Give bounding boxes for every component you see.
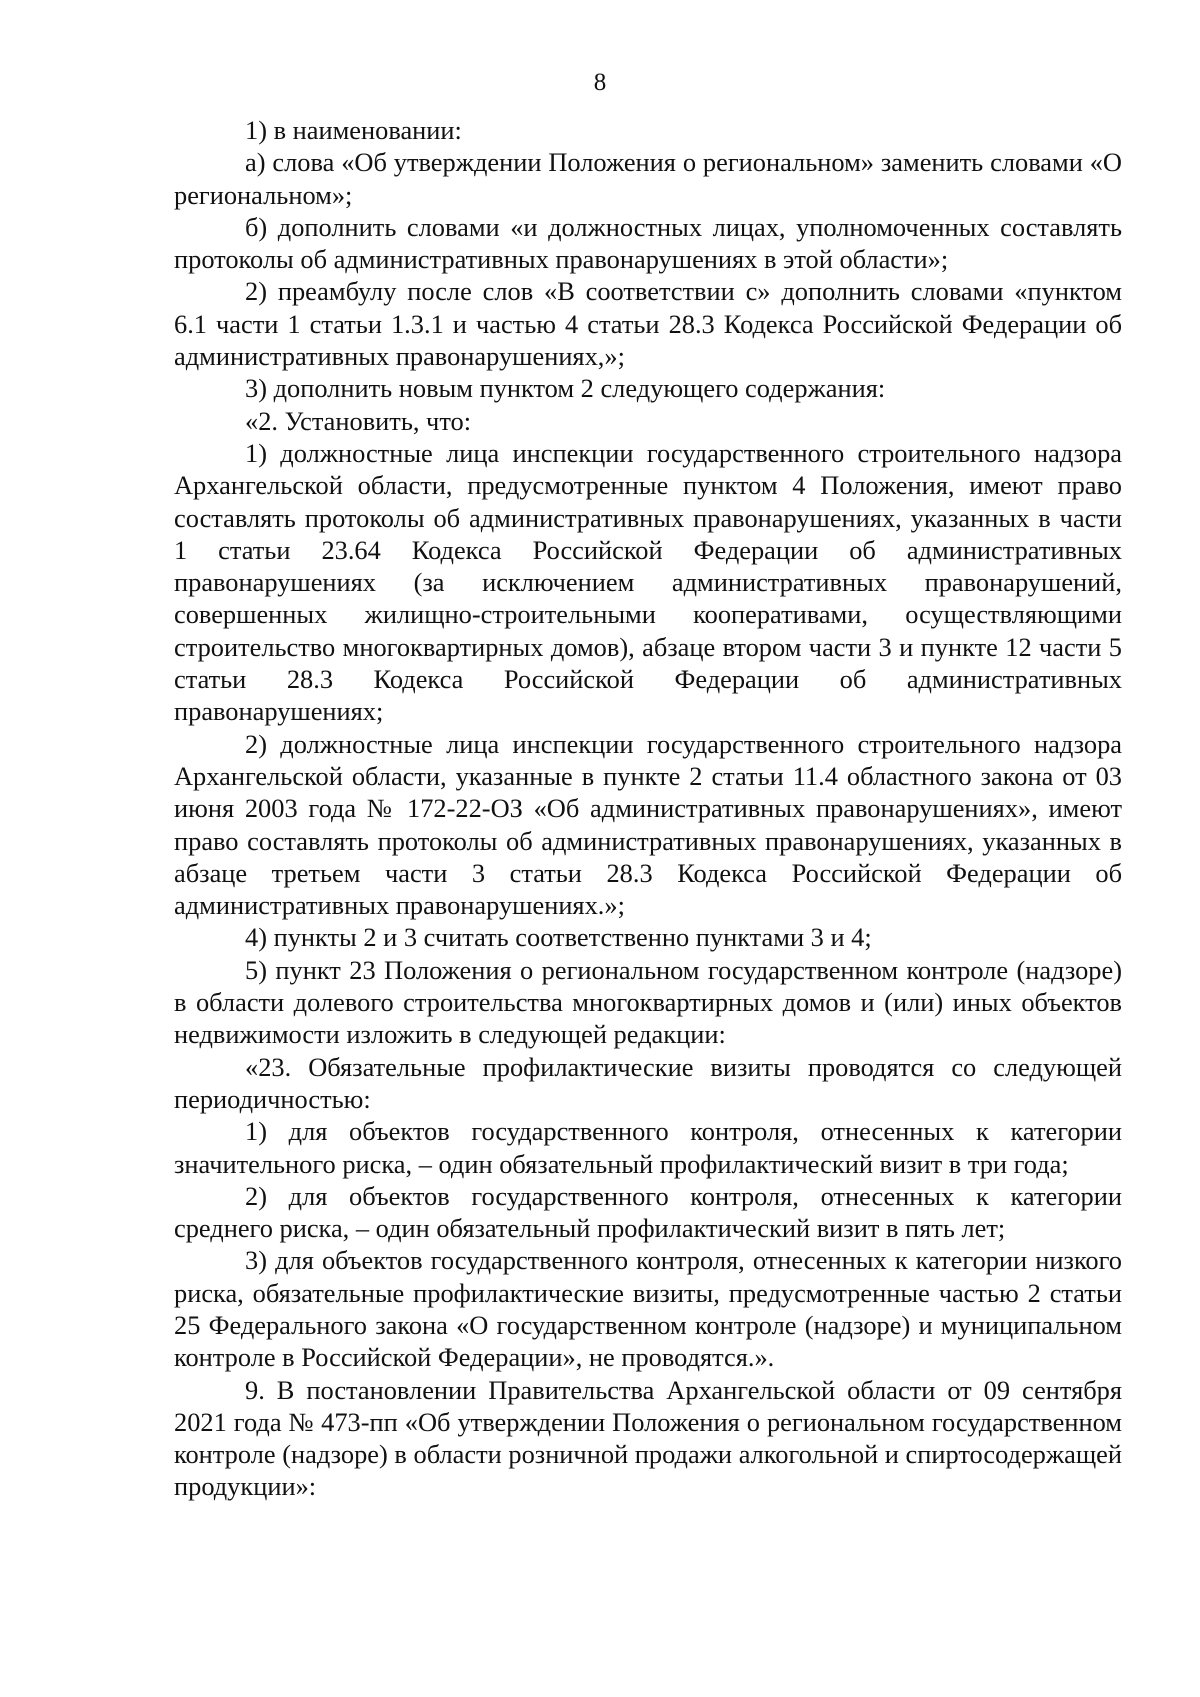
- paragraph-1b-add-words: б) дополнить словами «и должностных лицах, уполномоченных составлять протоколы об административных правонарушениях в этой области»;: [174, 211, 1122, 275]
- paragraph-low-risk: 3) для объектов государственного контроля, отнесенных к категории низкого риска, обязательные профилактические визиты, предусмотренные частью 2 статьи 25 Федерального закона «О государственном контроле (надзоре) и муниципальном контроле в Российской Федерации», не проводятся.».: [174, 1245, 1122, 1373]
- document-body: [174, 114, 1122, 1503]
- paragraph-23-visits: «23. Обязательные профилактические визиты проводятся со следующей периодичностью:: [174, 1051, 1122, 1114]
- paragraph-5-point-23: 5) пункт 23 Положения о региональном государственном контроле (надзоре) в области долевого строительства многоквартирных домов и (или) иных объектов недвижимости изложить в следующей редакции:: [174, 954, 1122, 1050]
- paragraph-significant-risk: 1) для объектов государственного контроля, отнесенных к категории значительного риска, – один обязательный профилактический визит в три года;: [174, 1116, 1122, 1179]
- paragraph-2-preamble: 2) преамбулу после слов «В соответствии с» дополнить словами «пунктом 6.1 части 1 статьи 1.3.1 и частью 4 статьи 28.3 Кодекса Российской Федерации об административных правонарушениях,»;: [174, 276, 1122, 372]
- paragraph-officials-2: 2) должностные лица инспекции государственного строительного надзора Архангельской области, указанные в пункте 2 статьи 11.4 областного закона от 03 июня 2003 года № 172-22-ОЗ «Об административных правонарушениях», имеют право составлять протоколы об административных правонарушениях, указанных в абзаце третьем части 3 статьи 28.3 Кодекса Российской Федерации об административных правонарушениях.»;: [174, 728, 1122, 921]
- paragraph-officials-1: 1) должностные лица инспекции государственного строительного надзора Архангельской области, предусмотренные пунктом 4 Положения, имеют право составлять протоколы об административных правонарушениях, указанных в части 1 статьи 23.64 Кодекса Российской Федерации об административных правонарушениях (за исключением административных правонарушений, совершенных жилищно-строительными кооперативами, осуществляющими строительство многоквартирных домов), абзаце втором части 3 и пункте 12 части 5 статьи 28.3 Кодекса Российской Федерации об административных правонарушениях;: [174, 437, 1122, 727]
- paragraph-establish: «2. Установить, что:: [245, 405, 472, 436]
- page-number: 8: [593, 69, 607, 96]
- paragraph-medium-risk: 2) для объектов государственного контроля, отнесенных к категории среднего риска, – один обязательный профилактический визит в пять лет;: [174, 1180, 1122, 1244]
- paragraph-3-new-point: 3) дополнить новым пунктом 2 следующего содержания:: [245, 373, 886, 404]
- paragraph-1a-replace-words: а) слова «Об утверждении Положения о региональном» заменить словами «О региональном»;: [174, 147, 1122, 210]
- paragraph-1-in-title: 1) в наименовании:: [245, 115, 462, 145]
- paragraph-9-resolution: 9. В постановлении Правительства Архангельской области от 09 сентября 2021 года № 473-пп «Об утверждении Положения о региональном государственном контроле (надзоре) в области розничной продажи алкогольной и спиртосодержащей продукции»:: [174, 1374, 1122, 1502]
- paragraph-4-renumber: 4) пункты 2 и 3 считать соответственно пунктами 3 и 4;: [245, 922, 872, 953]
